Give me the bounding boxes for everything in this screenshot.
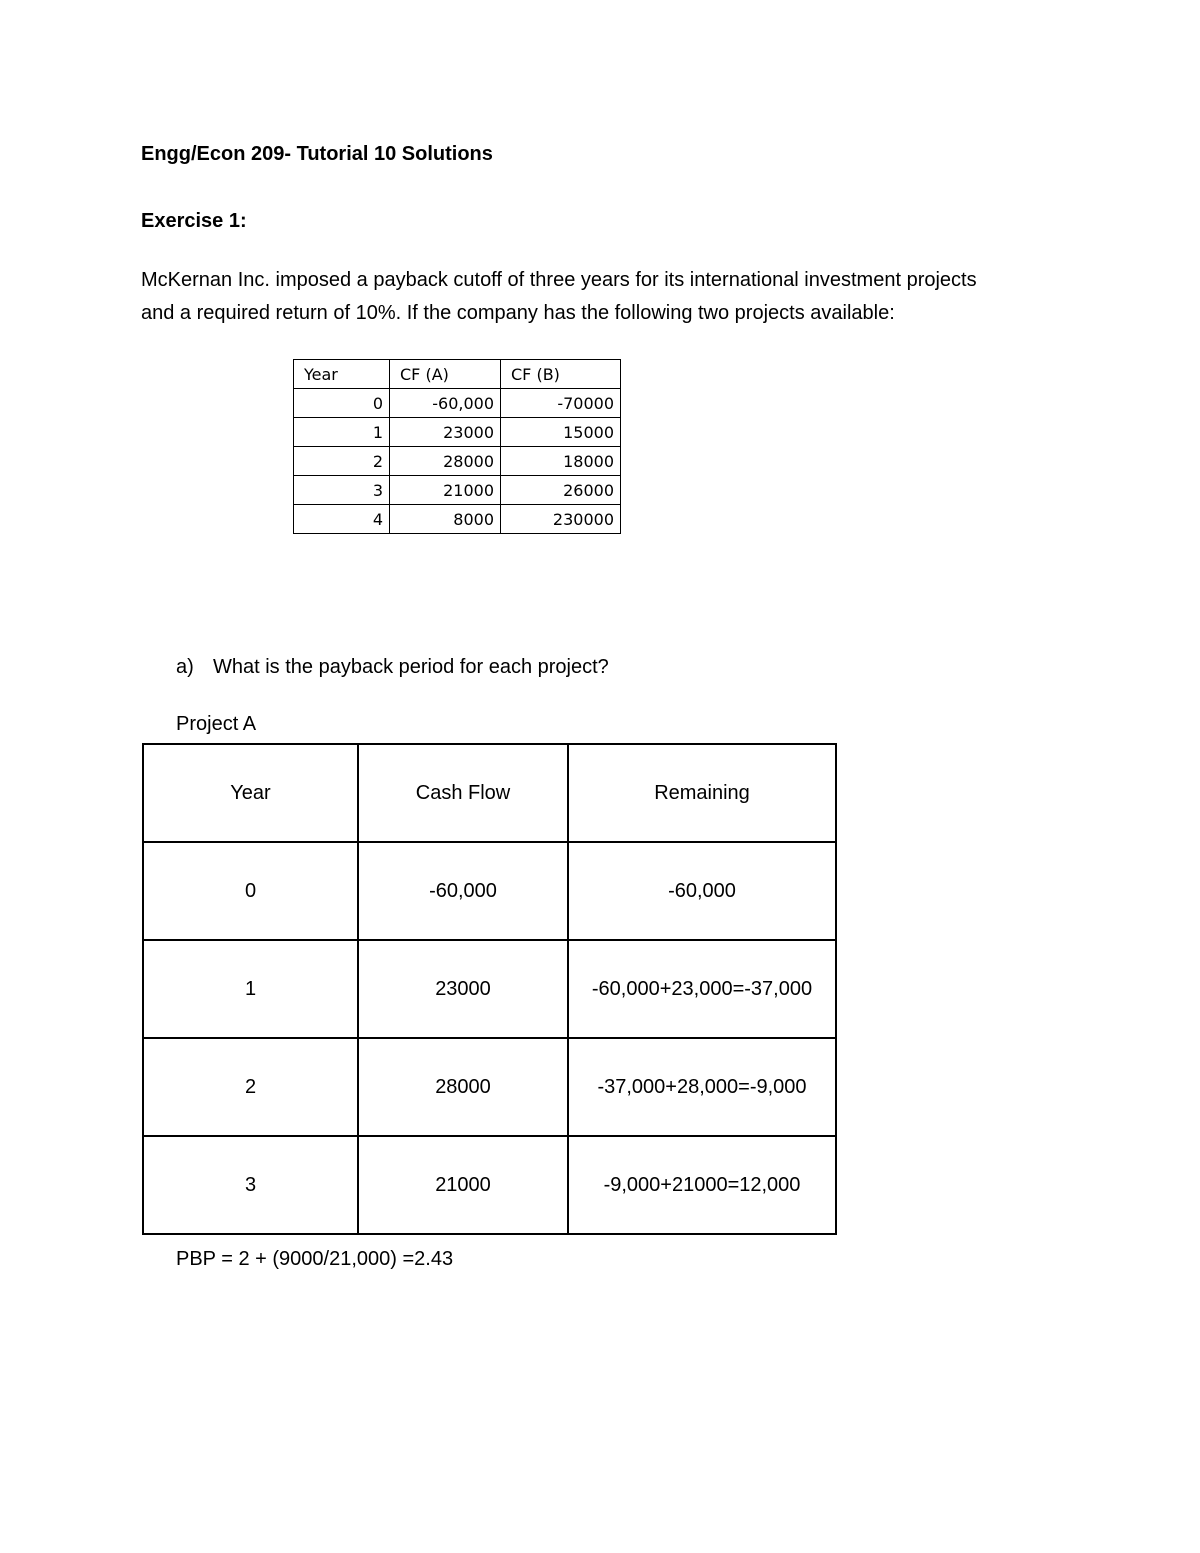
cell-year: 2 [143, 1038, 358, 1136]
cell-cf-b: -70000 [501, 389, 621, 418]
exercise-heading: Exercise 1: [141, 210, 247, 232]
question-marker: a) [176, 656, 194, 678]
table-row [294, 418, 621, 447]
table-row [294, 447, 621, 476]
cash-flow-table [293, 359, 621, 534]
table-row [143, 1038, 836, 1136]
cell-cf-b: 230000 [501, 505, 621, 534]
cell-remaining: -60,000 [568, 842, 836, 940]
table-row [143, 842, 836, 940]
cell-cf-a: 23000 [390, 418, 501, 447]
table-row [294, 389, 621, 418]
payback-table [142, 743, 837, 1235]
cell-cash-flow: 21000 [358, 1136, 568, 1234]
cell-year: 4 [294, 505, 390, 534]
table-header-row [143, 744, 836, 842]
cell-remaining: -9,000+21000=12,000 [568, 1136, 836, 1234]
cell-cf-b: 26000 [501, 476, 621, 505]
cell-year: 3 [143, 1136, 358, 1234]
header-cf-b: CF (B) [501, 360, 621, 389]
intro-paragraph [141, 264, 1081, 330]
table-row [143, 1136, 836, 1234]
intro-line: and a required return of 10%. If the company has the following two projects available: [141, 302, 895, 324]
cell-cash-flow: 23000 [358, 940, 568, 1038]
header-remaining: Remaining [568, 744, 836, 842]
header-cash-flow: Cash Flow [358, 744, 568, 842]
intro-line: McKernan Inc. imposed a payback cutoff of three years for its international investment projects [141, 269, 977, 291]
cell-year: 1 [143, 940, 358, 1038]
payback-period-result: PBP = 2 + (9000/21,000) =2.43 [176, 1248, 454, 1270]
table-row [143, 940, 836, 1038]
cell-cf-b: 15000 [501, 418, 621, 447]
cell-year: 1 [294, 418, 390, 447]
cell-cash-flow: -60,000 [358, 842, 568, 940]
header-year: Year [294, 360, 390, 389]
question-text: What is the payback period for each project? [213, 656, 609, 678]
table-row [294, 505, 621, 534]
page-title: Engg/Econ 209- Tutorial 10 Solutions [141, 143, 493, 165]
cell-cf-a: 21000 [390, 476, 501, 505]
cell-cf-a: 28000 [390, 447, 501, 476]
cell-cf-a: 8000 [390, 505, 501, 534]
header-year: Year [143, 744, 358, 842]
cell-year: 0 [143, 842, 358, 940]
cell-cf-a: -60,000 [390, 389, 501, 418]
cell-year: 2 [294, 447, 390, 476]
cell-year: 0 [294, 389, 390, 418]
table-header-row [294, 360, 621, 389]
cell-remaining: -37,000+28,000=-9,000 [568, 1038, 836, 1136]
cell-cf-b: 18000 [501, 447, 621, 476]
cell-remaining: -60,000+23,000=-37,000 [568, 940, 836, 1038]
header-cf-a: CF (A) [390, 360, 501, 389]
cell-cash-flow: 28000 [358, 1038, 568, 1136]
question-a [176, 656, 609, 679]
table-row [294, 476, 621, 505]
cell-year: 3 [294, 476, 390, 505]
project-label: Project A [176, 713, 257, 735]
